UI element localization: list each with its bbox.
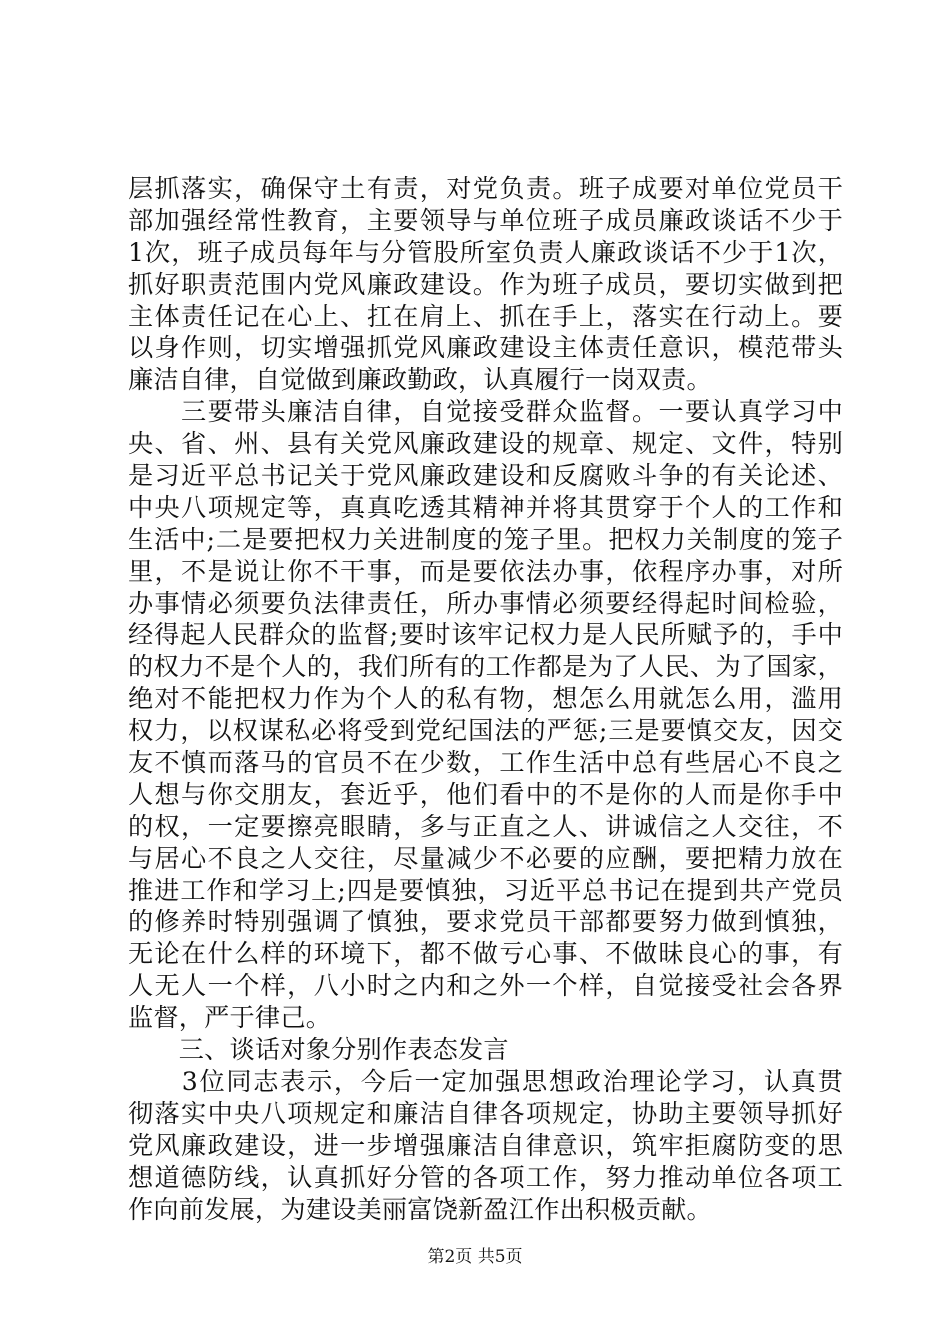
text-line: 人想与你交朋友，套近乎，他们看中的不是你的人而是你手中 [128,779,843,809]
text-line: 1次，班子成员每年与分管股所室负责人廉政谈话不少于1次， [128,237,843,267]
text-line: 3位同志表示，今后一定加强思想政治理论学习，认真贯 [128,1066,843,1096]
text-line: 三要带头廉洁自律，自觉接受群众监督。一要认真学习中 [128,397,843,427]
text-line: 三、谈话对象分别作表态发言 [128,1035,509,1065]
text-line: 办事情必须要负法律责任，所办事情必须要经得起时间检验， [128,588,843,618]
text-line: 的修养时特别强调了慎独，要求党员干部都要努力做到慎独， [128,907,843,937]
text-line: 的权力不是个人的，我们所有的工作都是为了人民、为了国家， [128,652,843,682]
text-line: 主体责任记在心上、扛在肩上、抓在手上，落实在行动上。要 [128,301,843,331]
text-line: 是习近平总书记关于党风廉政建设和反腐败斗争的有关论述、 [128,461,843,491]
text-line: 中央八项规定等，真真吃透其精神并将其贯穿于个人的工作和 [128,492,843,522]
text-line: 央、省、州、县有关党风廉政建设的规章、规定、文件，特别 [128,429,843,459]
text-line: 部加强经常性教育，主要领导与单位班子成员廉政谈话不少于 [128,205,843,235]
text-line: 监督，严于律己。 [128,1003,332,1033]
text-line: 的权，一定要擦亮眼睛，多与正直之人、讲诚信之人交往，不 [128,811,843,841]
text-line: 生活中;二是要把权力关进制度的笼子里。把权力关制度的笼子 [128,524,843,554]
text-line: 经得起人民群众的监督;要时该牢记权力是人民所赋予的，手中 [128,620,843,650]
text-line: 绝对不能把权力作为个人的私有物，想怎么用就怎么用，滥用 [128,684,843,714]
text-line: 想道德防线，认真抓好分管的各项工作，努力推动单位各项工 [128,1162,843,1192]
page-footer: 第2页 共5页 [427,1247,523,1267]
text-line: 层抓落实，确保守土有责，对党负责。班子成要对单位党员干 [128,174,843,203]
text-line: 与居心不良之人交往，尽量减少不必要的应酬，要把精力放在 [128,843,843,873]
text-line: 无论在什么样的环境下，都不做亏心事、不做昧良心的事，有 [128,939,843,969]
text-line: 彻落实中央八项规定和廉洁自律各项规定，协助主要领导抓好 [128,1098,843,1128]
text-line: 以身作则，切实增强抓党风廉政建设主体责任意识，模范带头 [128,333,843,363]
text-line: 人无人一个样，八小时之内和之外一个样，自觉接受社会各界 [128,971,843,1001]
document-body [128,173,843,1225]
text-line: 推进工作和学习上;四是要慎独，习近平总书记在提到共产党员 [128,875,843,905]
text-line: 抓好职责范围内党风廉政建设。作为班子成员，要切实做到把 [128,269,843,299]
text-line: 作向前发展，为建设美丽富饶新盈江作出积极贡献。 [128,1194,712,1224]
text-line: 廉洁自律，自觉做到廉政勤政，认真履行一岗双责。 [128,365,712,395]
text-line: 权力，以权谋私必将受到党纪国法的严惩;三是要慎交友，因交 [128,716,843,746]
text-line: 友不慎而落马的官员不在少数，工作生活中总有些居心不良之 [128,748,843,778]
text-line: 党风廉政建设，进一步增强廉洁自律意识，筑牢拒腐防变的思 [128,1130,843,1160]
text-line: 里，不是说让你不干事，而是要依法办事，依程序办事，对所 [128,556,843,586]
